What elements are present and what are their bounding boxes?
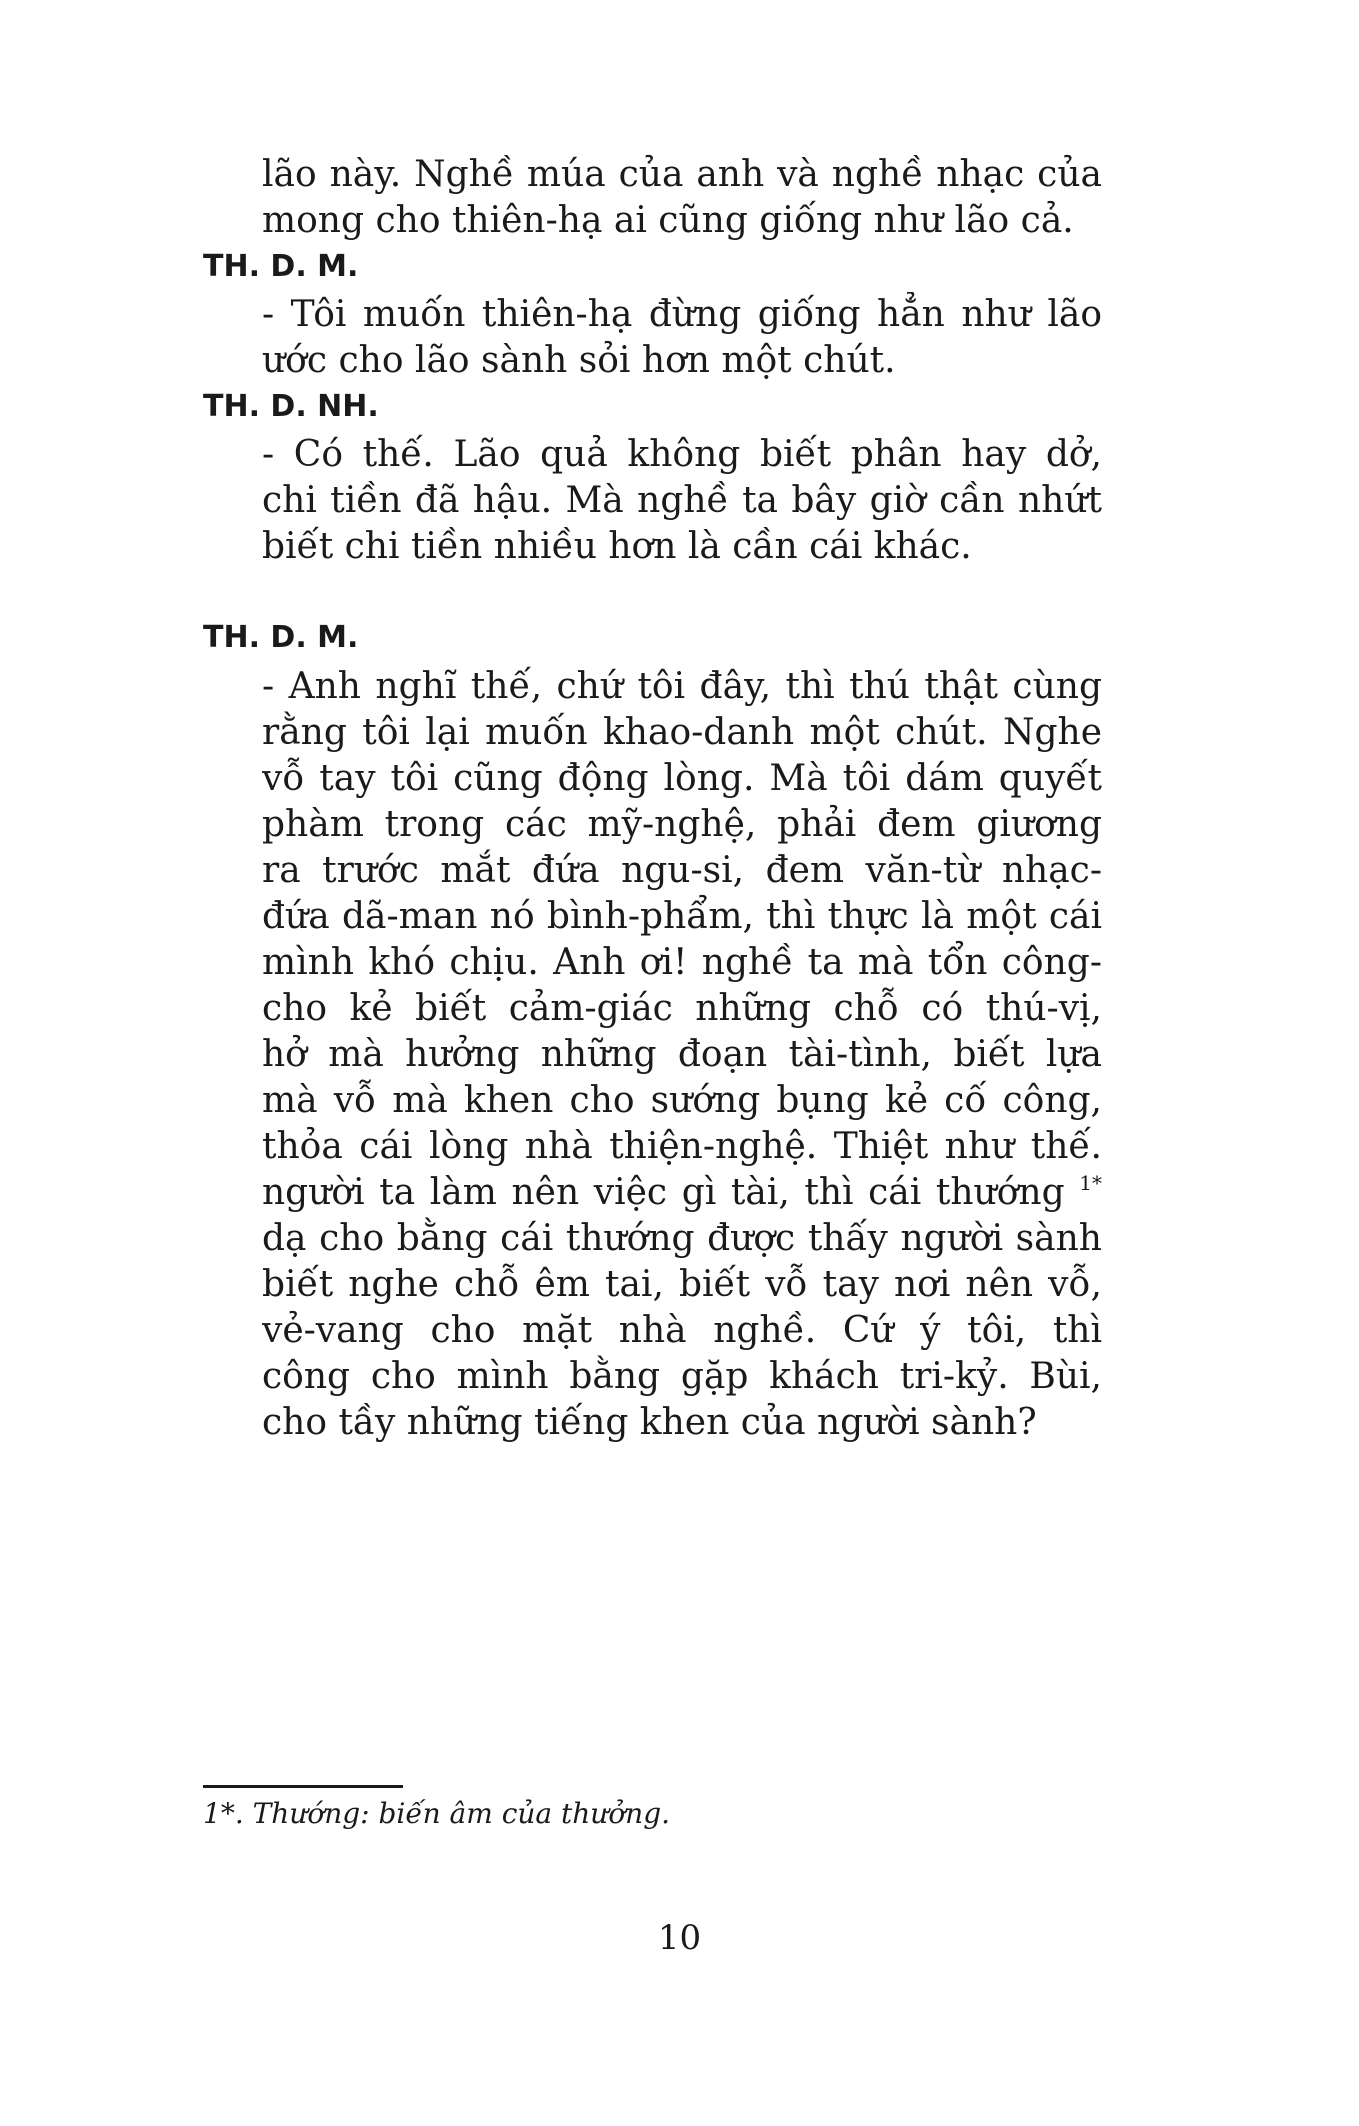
text-line: - Anh nghĩ thế, chứ tôi đây, thì thú thật cùng (262, 666, 1102, 707)
text-line: biết nghe chỗ êm tai, biết vỗ tay nơi nên vỗ, (262, 1264, 1102, 1305)
text-line: - Có thế. Lão quả không biết phân hay dở, (262, 434, 1102, 475)
text-line: - Tôi muốn thiên-hạ đừng giống hẳn như lão (262, 294, 1102, 335)
page-number: 10 (657, 1918, 702, 1958)
speaker-label: TH. D. M. (203, 249, 359, 284)
footnote-text: 1*. Thướng: biến âm của thưởng. (203, 1797, 671, 1830)
text-line: ước cho lão sành sỏi hơn một chút. (262, 340, 896, 381)
text-line-with-footnote-ref (262, 1170, 1102, 1216)
text-line: mà vỗ mà khen cho sướng bụng kẻ cố công, (262, 1080, 1102, 1121)
footnote-divider (203, 1785, 403, 1788)
text-line: chi tiền đã hậu. Mà nghề ta bây giờ cần nhứt (262, 480, 1102, 521)
text-line: mình khó chịu. Anh ơi! nghề ta mà tổn công- (262, 942, 1102, 983)
text-line: phàm trong các mỹ-nghệ, phải đem giương (262, 804, 1102, 845)
speaker-label: TH. D. NH. (203, 389, 379, 424)
text-line: vẻ-vang cho mặt nhà nghề. Cứ ý tôi, thì (262, 1310, 1102, 1351)
footnote-ref-marker[interactable]: 1* (1079, 1171, 1102, 1195)
text-line: rằng tôi lại muốn khao-danh một chút. Nghe (262, 712, 1102, 753)
text-line: cho tầy những tiếng khen của người sành? (262, 1402, 1037, 1443)
text-line: mong cho thiên-hạ ai cũng giống như lão cả. (262, 200, 1074, 241)
text-line: cho kẻ biết cảm-giác những chỗ có thú-vị, (262, 988, 1102, 1029)
text-line: biết chi tiền nhiều hơn là cần cái khác. (262, 526, 972, 567)
text-line: hở mà hưởng những đoạn tài-tình, biết lựa (262, 1034, 1102, 1075)
text-line: đứa dã-man nó bình-phẩm, thì thực là một cái (262, 896, 1102, 937)
text-fragment: người ta làm nên việc gì tài, thì cái thướng (262, 1172, 1065, 1213)
text-line: ra trước mắt đứa ngu-si, đem văn-từ nhạc- (262, 850, 1102, 891)
text-line: thỏa cái lòng nhà thiện-nghệ. Thiệt như thế. (262, 1126, 1102, 1167)
text-line: vỗ tay tôi cũng động lòng. Mà tôi dám quyết (262, 758, 1102, 799)
speaker-label: TH. D. M. (203, 620, 359, 655)
text-line: dạ cho bằng cái thướng được thấy người sành (262, 1218, 1102, 1259)
text-line: công cho mình bằng gặp khách tri-kỷ. Bùi, (262, 1356, 1102, 1397)
text-line: lão này. Nghề múa của anh và nghề nhạc của (262, 154, 1102, 195)
